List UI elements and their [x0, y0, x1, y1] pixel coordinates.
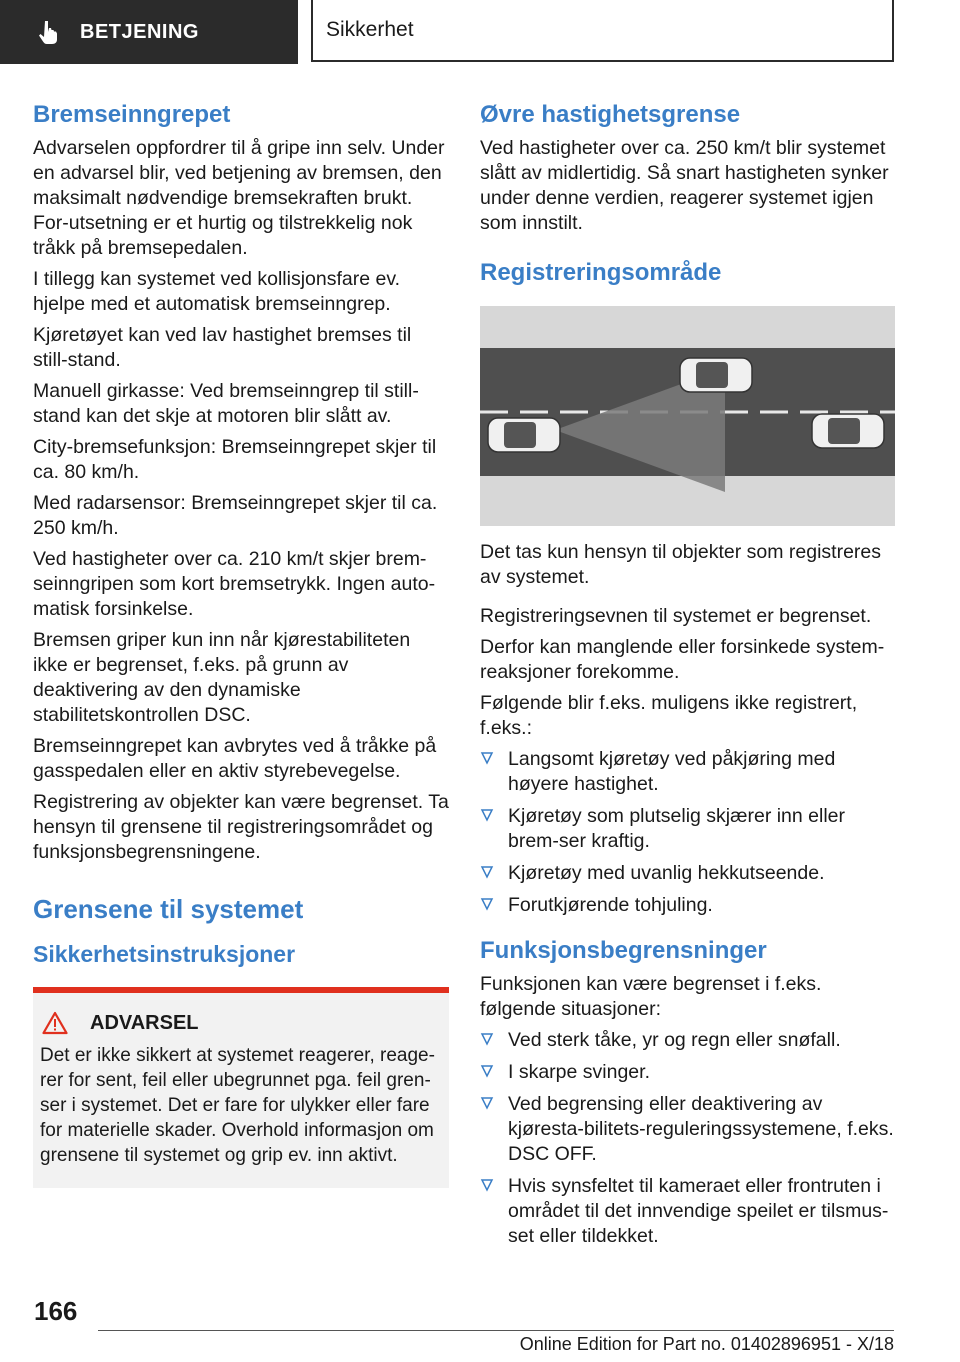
hand-pointer-icon [36, 19, 62, 45]
paragraph: Bremseinngrepet kan avbrytes ved å tråkke på gasspedalen eller en aktiv styrebevegelse. [33, 735, 437, 782]
paragraph: Registrering av objekter kan være begrenset. Ta hensyn til grensene til registreringsområdet og funksjonsbegrensningene. [33, 791, 449, 863]
warning-triangle-icon [42, 1011, 68, 1035]
list-item: Ved begrensing eller deaktivering av kjøresta-bilitets-reguleringssystemene, f.eks. DSC OFF. [480, 1092, 896, 1167]
triangle-bullet-icon [480, 1178, 494, 1192]
paragraph: Bremsen griper kun inn når kjørestabiliteten ikke er begrenset, f.eks. på grunn av deaktivering av den dynamiske stabilitetskontrollen DSC. [33, 629, 411, 726]
header-chapter [311, 0, 894, 62]
car-icon [680, 358, 752, 392]
header-chapter-label: Sikkerhet [326, 18, 414, 41]
triangle-bullet-icon [480, 1032, 494, 1046]
paragraph: Kjøretøyet kan ved lav hastighet bremses til still-stand. [33, 324, 412, 371]
left-column [33, 100, 449, 1188]
list-item: Forutkjørende tohjuling. [480, 893, 896, 918]
heading-brake-intervention: Bremseinngrepet [33, 101, 231, 128]
right-column [480, 100, 896, 1257]
range-bullet-list [480, 747, 896, 918]
header-section-label: BETJENING [80, 20, 199, 43]
detection-range-diagram [480, 306, 895, 526]
heading-detection-range: Registreringsområde [480, 259, 722, 286]
paragraph: Følgende blir f.eks. muligens ikke registrert, f.eks.: [480, 692, 858, 739]
page-number: 166 [34, 1296, 78, 1326]
warning-text: Det er ikke sikkert at systemet reagerer, reage-rer for sent, feil eller ubegrunnet pga. feil gren-ser i systemet. Det er fare for ulykker eller fare for materielle skader. Overhold informasjon om grensene til systemet og grip ev. inn aktivt. [40, 1045, 435, 1166]
list-item: I skarpe svinger. [480, 1060, 896, 1085]
paragraph: Ved hastigheter over ca. 210 km/t skjer brem-seinngripen som kort bremsetrykk. Ingen auto-matisk forsinkelse. [33, 548, 436, 620]
triangle-bullet-icon [480, 751, 494, 765]
paragraph: Derfor kan manglende eller forsinkede system-reaksjoner forekomme. [480, 636, 885, 683]
warning-title: ADVARSEL [90, 1011, 199, 1034]
triangle-bullet-icon [480, 1064, 494, 1078]
heading-function-limitations: Funksjonsbegrensninger [480, 937, 767, 964]
triangle-bullet-icon [480, 1096, 494, 1110]
list-item: Kjøretøy med uvanlig hekkutseende. [480, 861, 896, 886]
paragraph: Med radarsensor: Bremseinngrepet skjer til ca. 250 km/h. [33, 492, 438, 539]
car-icon [812, 414, 884, 448]
paragraph: City-bremsefunksjon: Bremseinngrepet skjer til ca. 80 km/h. [33, 436, 437, 483]
heading-system-limits: Grensene til systemet [33, 894, 304, 924]
triangle-bullet-icon [480, 897, 494, 911]
paragraph: Ved hastigheter over ca. 250 km/t blir systemet slått av midlertidig. Så snart hastigheten synker under denne verdien, reagerer systemet igjen som innstilt. [480, 137, 889, 234]
triangle-bullet-icon [480, 808, 494, 822]
footer-divider [98, 1330, 894, 1331]
paragraph: Funksjonen kan være begrenset i f.eks. følgende situasjoner: [480, 973, 822, 1020]
paragraph: Det tas kun hensyn til objekter som registreres av systemet. [480, 541, 882, 588]
warning-box [33, 987, 449, 1188]
paragraph: I tillegg kan systemet ved kollisjonsfare ev. hjelpe med et automatisk bremseinngrep. [33, 268, 401, 315]
paragraph: Registreringsevnen til systemet er begrenset. [480, 605, 872, 627]
list-item: Ved sterk tåke, yr og regn eller snøfall. [480, 1028, 896, 1053]
list-item: Hvis synsfeltet til kameraet eller frontruten i området til det innvendige speilet er tilsmus-set eller tildekket. [480, 1174, 896, 1249]
heading-upper-speed-limit: Øvre hastighetsgrense [480, 101, 741, 128]
header-section-tab [0, 0, 298, 64]
triangle-bullet-icon [480, 865, 494, 879]
heading-safety-instructions: Sikkerhetsinstruksjoner [33, 941, 296, 967]
list-item: Kjøretøy som plutselig skjærer inn eller brem-ser kraftig. [480, 804, 896, 854]
list-item: Langsomt kjøretøy ved påkjøring med høyere hastighet. [480, 747, 896, 797]
car-icon [488, 418, 560, 452]
footer-edition: Online Edition for Part no. 01402896951 - X/18 [519, 1334, 894, 1354]
function-bullet-list [480, 1028, 896, 1249]
paragraph: Manuell girkasse: Ved bremseinngrep til still-stand kan det skje at motoren blir slått av. [33, 380, 419, 427]
paragraph: Advarselen oppfordrer til å gripe inn selv. Under en advarsel blir, ved betjening av bremsen, den maksimalt nødvendige bremsekraften brukt. For-utsetning er et hurtig og tilstrekkelig nok tråkk på bremsepedalen. [33, 137, 445, 259]
